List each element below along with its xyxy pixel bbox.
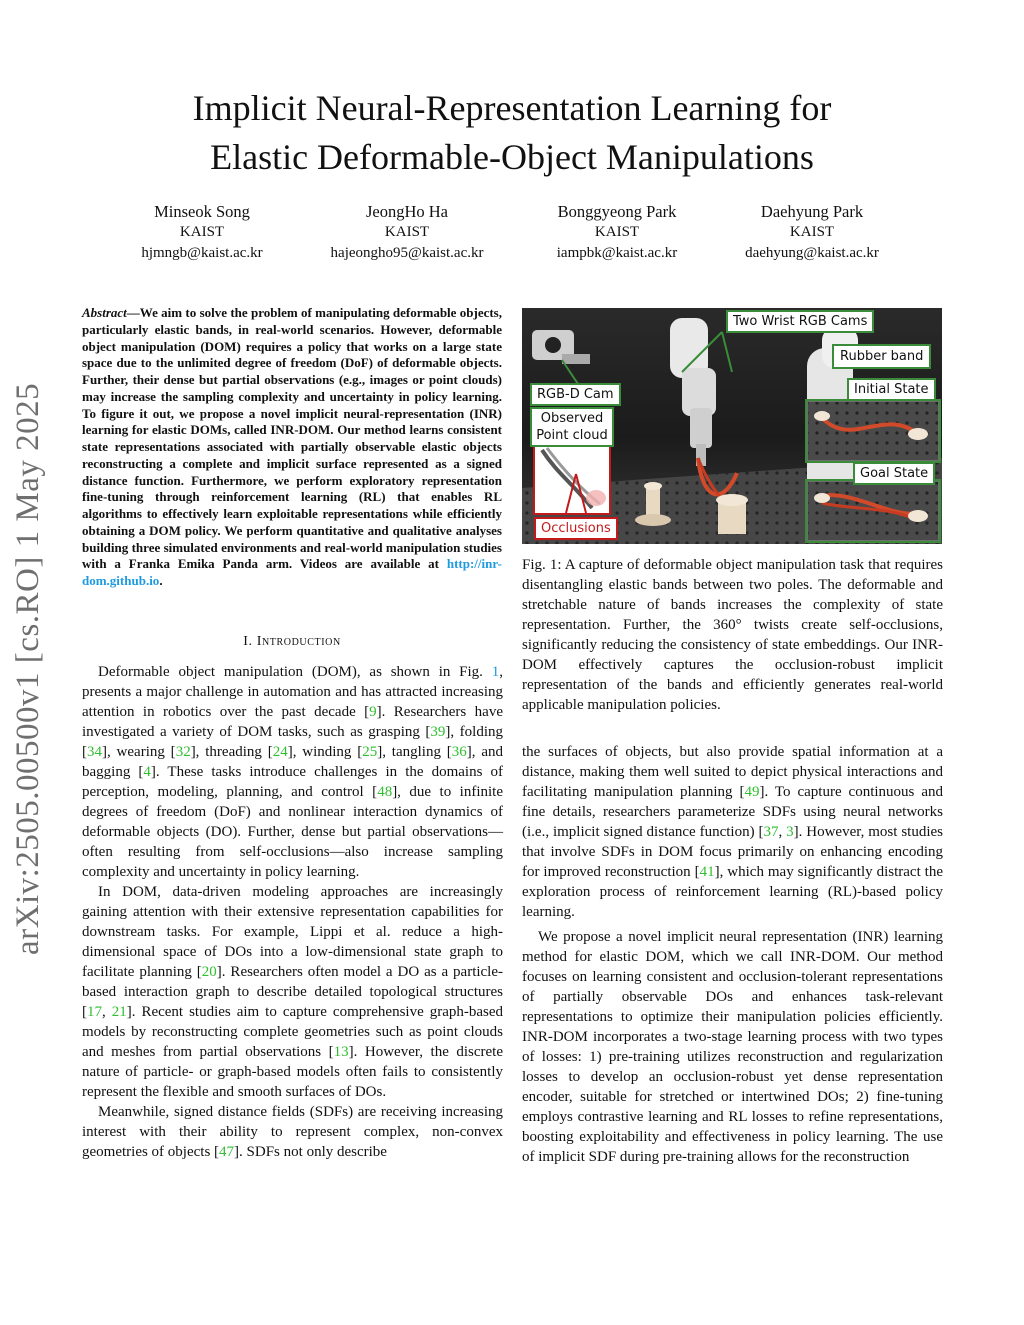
author-email: iampbk@kaist.ac.kr [556, 245, 678, 261]
left-column-body [82, 662, 503, 1162]
author-block [102, 201, 302, 264]
text-run: ], tangling [ [377, 744, 452, 760]
abstract-lead: Abstract [82, 305, 127, 320]
text-run: ]. To capture continuous and fine details, researchers parameterize SDFs using neural networks (i.e., implicit signed distance function) [ [522, 784, 943, 840]
label-observed-point-cloud: Observed Point cloud [530, 407, 614, 447]
author-name: JeongHo Ha [365, 202, 449, 221]
author-name: Daehyung Park [760, 202, 864, 221]
citation[interactable]: 48 [377, 784, 393, 800]
intro-paragraph [82, 882, 503, 1102]
label-occlusions: Occlusions [534, 517, 618, 540]
author-affiliation: KAIST [384, 224, 430, 240]
citation[interactable]: 3 [786, 824, 794, 840]
author-block [517, 201, 717, 264]
author-block [307, 201, 507, 264]
author-affiliation: KAIST [179, 224, 225, 240]
abstract-end: . [159, 573, 163, 588]
text-run: ]. However, most studies that involve SDFs in DOM focus primarily on enhancing encoding for improved reconstruction [ [522, 824, 943, 880]
figure-photo [522, 308, 942, 544]
citation[interactable]: 13 [333, 1044, 349, 1060]
citation[interactable]: 9 [369, 704, 377, 720]
text-run: Meanwhile, signed distance fields (SDFs) are receiving increasing interest with their ability to represent complex, non-convex geometries of objects [ [82, 1104, 503, 1160]
citation[interactable]: 47 [219, 1144, 235, 1160]
text-run: , [102, 1004, 112, 1020]
citation[interactable]: 25 [362, 744, 378, 760]
label-rgbd-cam: RGB-D Cam [530, 383, 621, 406]
citation[interactable]: 24 [272, 744, 288, 760]
body-paragraph [522, 742, 943, 922]
citation[interactable]: 17 [87, 1004, 102, 1020]
abstract-body: —We aim to solve the problem of manipulating deformable objects, particularly elastic bands, in real-world scenarios. However, deformable object manipulation (DOM) requires a policy that works on a large state space due to the unlimited degree of freedom (DoF) of deformable objects. Further, their dense but partial observations (e.g., images or point clouds) may increase the sampling complexity and uncertainty in policy learning. To figure it out, we propose a novel implicit neural-representation (INR) learning for elastic DOMs, called INR-DOM. Our method learns consistent state representations associated with partially observable elastic objects reconstructing a complete and implicit surface represented as a signed distance function. Furthermore, we perform exploratory representation fine-tuning through reinforcement learning (RL) that enables RL algorithms to effectively learn exploitable representations while efficiently obtaining a DOM policy. We perform quantitative and qualitative analyses building three simulated environments and real-world manipulation studies with a Franka Emika Panda arm. Videos are available at [82, 305, 502, 572]
text-run: Deformable object manipulation (DOM), as shown in Fig. [98, 664, 492, 680]
observed-point-cloud-inset [534, 440, 610, 514]
text-run: , [778, 824, 787, 840]
citation[interactable]: 20 [201, 964, 217, 980]
text-run: ], and bagging [ [82, 744, 503, 780]
text-run: the surfaces of objects, but also provide spatial information at a distance, making them well suited to depict physical interactions and facilitating manipulation planning [ [522, 744, 943, 800]
initial-state-inset [806, 400, 940, 462]
project-link[interactable]: http://inr-dom.github.io [82, 556, 502, 588]
citation[interactable]: 39 [430, 724, 446, 740]
arxiv-identifier: arXiv:2505.00500v1 [cs.RO] 1 May 2025 [10, 382, 46, 955]
body-paragraph: We propose a novel implicit neural representation (INR) learning method for elastic DOM, which we call INR-DOM. Our method focuses on learning consistent and occlusion-tolerant representations of partially observable DOs and enhances task-relevant representations to optimize their manipulation policies efficiently. INR-DOM incorporates a two-stage learning process with two types of losses: 1) pre-training utilizes reconstruction and regularization losses to develop an occlusion-robust yet dense representation encoder, suitable for stretched or intertwined DOs; 2) fine-tuning employs contrastive learning and RL losses to refine representations, boosting exploitability and effectiveness in policy learning. The use of implicit SDF during pre-training allows for the reconstruction [522, 929, 943, 1165]
intro-paragraph [82, 662, 503, 882]
label-rubber-band: Rubber band [832, 344, 931, 369]
author-email: hajeongho95@kaist.ac.kr [330, 245, 484, 261]
text-run: ]. However, the discrete nature of particle- or graph-based models often fails to consistently represent the flexible and smooth surfaces of DOs. [82, 1044, 503, 1100]
abstract [82, 305, 502, 590]
label-initial-state: Initial State [847, 378, 936, 401]
citation[interactable]: 49 [744, 784, 760, 800]
goal-state-inset [806, 480, 940, 542]
text-run: ], due to infinite degrees of freedom (DoF) and nonlinear interaction dynamics of deformable objects (DO). Further, dense but partial observations—often resulting from self-occlusions—also increase sampling complexity and uncertainty in policy learning. [82, 784, 503, 880]
title-line-2: Elastic Deformable-Object Manipulations [210, 137, 814, 177]
citation[interactable]: 4 [143, 764, 151, 780]
author-email: hjmngb@kaist.ac.kr [141, 245, 263, 261]
text-run: , presents a major challenge in automation and has attracted increasing attention in robotics over the past decade [ [82, 664, 503, 720]
right-column-body [522, 742, 943, 1167]
figure-ref[interactable]: 1 [491, 664, 500, 680]
citation[interactable]: 41 [699, 864, 715, 880]
author-name: Bonggyeong Park [557, 202, 677, 221]
author-email: daehyung@kaist.ac.kr [745, 245, 879, 261]
text-run: ]. Researchers have investigated a variety of DOM tasks, such as grasping [ [82, 704, 503, 740]
text-run: ]. SDFs not only describe [234, 1144, 387, 1160]
citation[interactable]: 37 [763, 824, 779, 840]
text-run: ], wearing [ [102, 744, 176, 760]
section-title: Introduction [256, 634, 341, 649]
text-run: In DOM, data-driven modeling approaches are increasingly gaining attention with their extensive representation capabilities for downstream tasks. For example, Lippi et al. reduce a high-dimensional space of DOs into a low-dimensional state graph to facilitate planning [ [82, 884, 503, 980]
author-affiliation: KAIST [789, 224, 835, 240]
text-run: ], winding [ [287, 744, 363, 760]
citation[interactable]: 36 [451, 744, 467, 760]
paper-title [0, 84, 1024, 182]
author-name: Minseok Song [154, 202, 250, 221]
section-heading [82, 634, 502, 650]
text-run: ]. Researchers often model a DO as a particle-based interaction graph to describe detailed topological structures [ [82, 964, 504, 1020]
label-goal-state: Goal State [853, 462, 935, 485]
title-line-1: Implicit Neural-Representation Learning for [192, 88, 832, 128]
text-run: ], threading [ [190, 744, 273, 760]
label-wrist-cams: Two Wrist RGB Cams [726, 310, 874, 333]
author-block [712, 201, 912, 264]
text-run: ], folding [ [82, 724, 503, 760]
section-number: I. [243, 634, 253, 649]
text-run: ]. Recent studies aim to capture comprehensive graph-based models by reconstructing complete geometries such as point clouds and meshes from partial observations [ [82, 1004, 504, 1060]
intro-paragraph [82, 1102, 503, 1162]
text-run: ], which may significantly distract the exploration process of reinforcement learning (RL)-based policy learning. [522, 864, 943, 920]
citation[interactable]: 34 [87, 744, 102, 760]
text-run: ]. These tasks introduce challenges in the domains of perception, modeling, planning, and control [ [82, 764, 503, 800]
author-affiliation: KAIST [594, 224, 640, 240]
figure-caption: Fig. 1: A capture of deformable object manipulation task that requires disentangling elastic bands between two poles. The deformable and stretchable nature of bands increases the complexity of state representation. Further, the 360° twists create self-occlusions, significantly reducing the consistency of state embeddings. Our INR-DOM effectively captures the occlusion-robust implicit representation of the bands and efficiently generates real-world applicable manipulation policies. [522, 557, 943, 713]
citation[interactable]: 21 [111, 1004, 127, 1020]
citation[interactable]: 32 [175, 744, 191, 760]
